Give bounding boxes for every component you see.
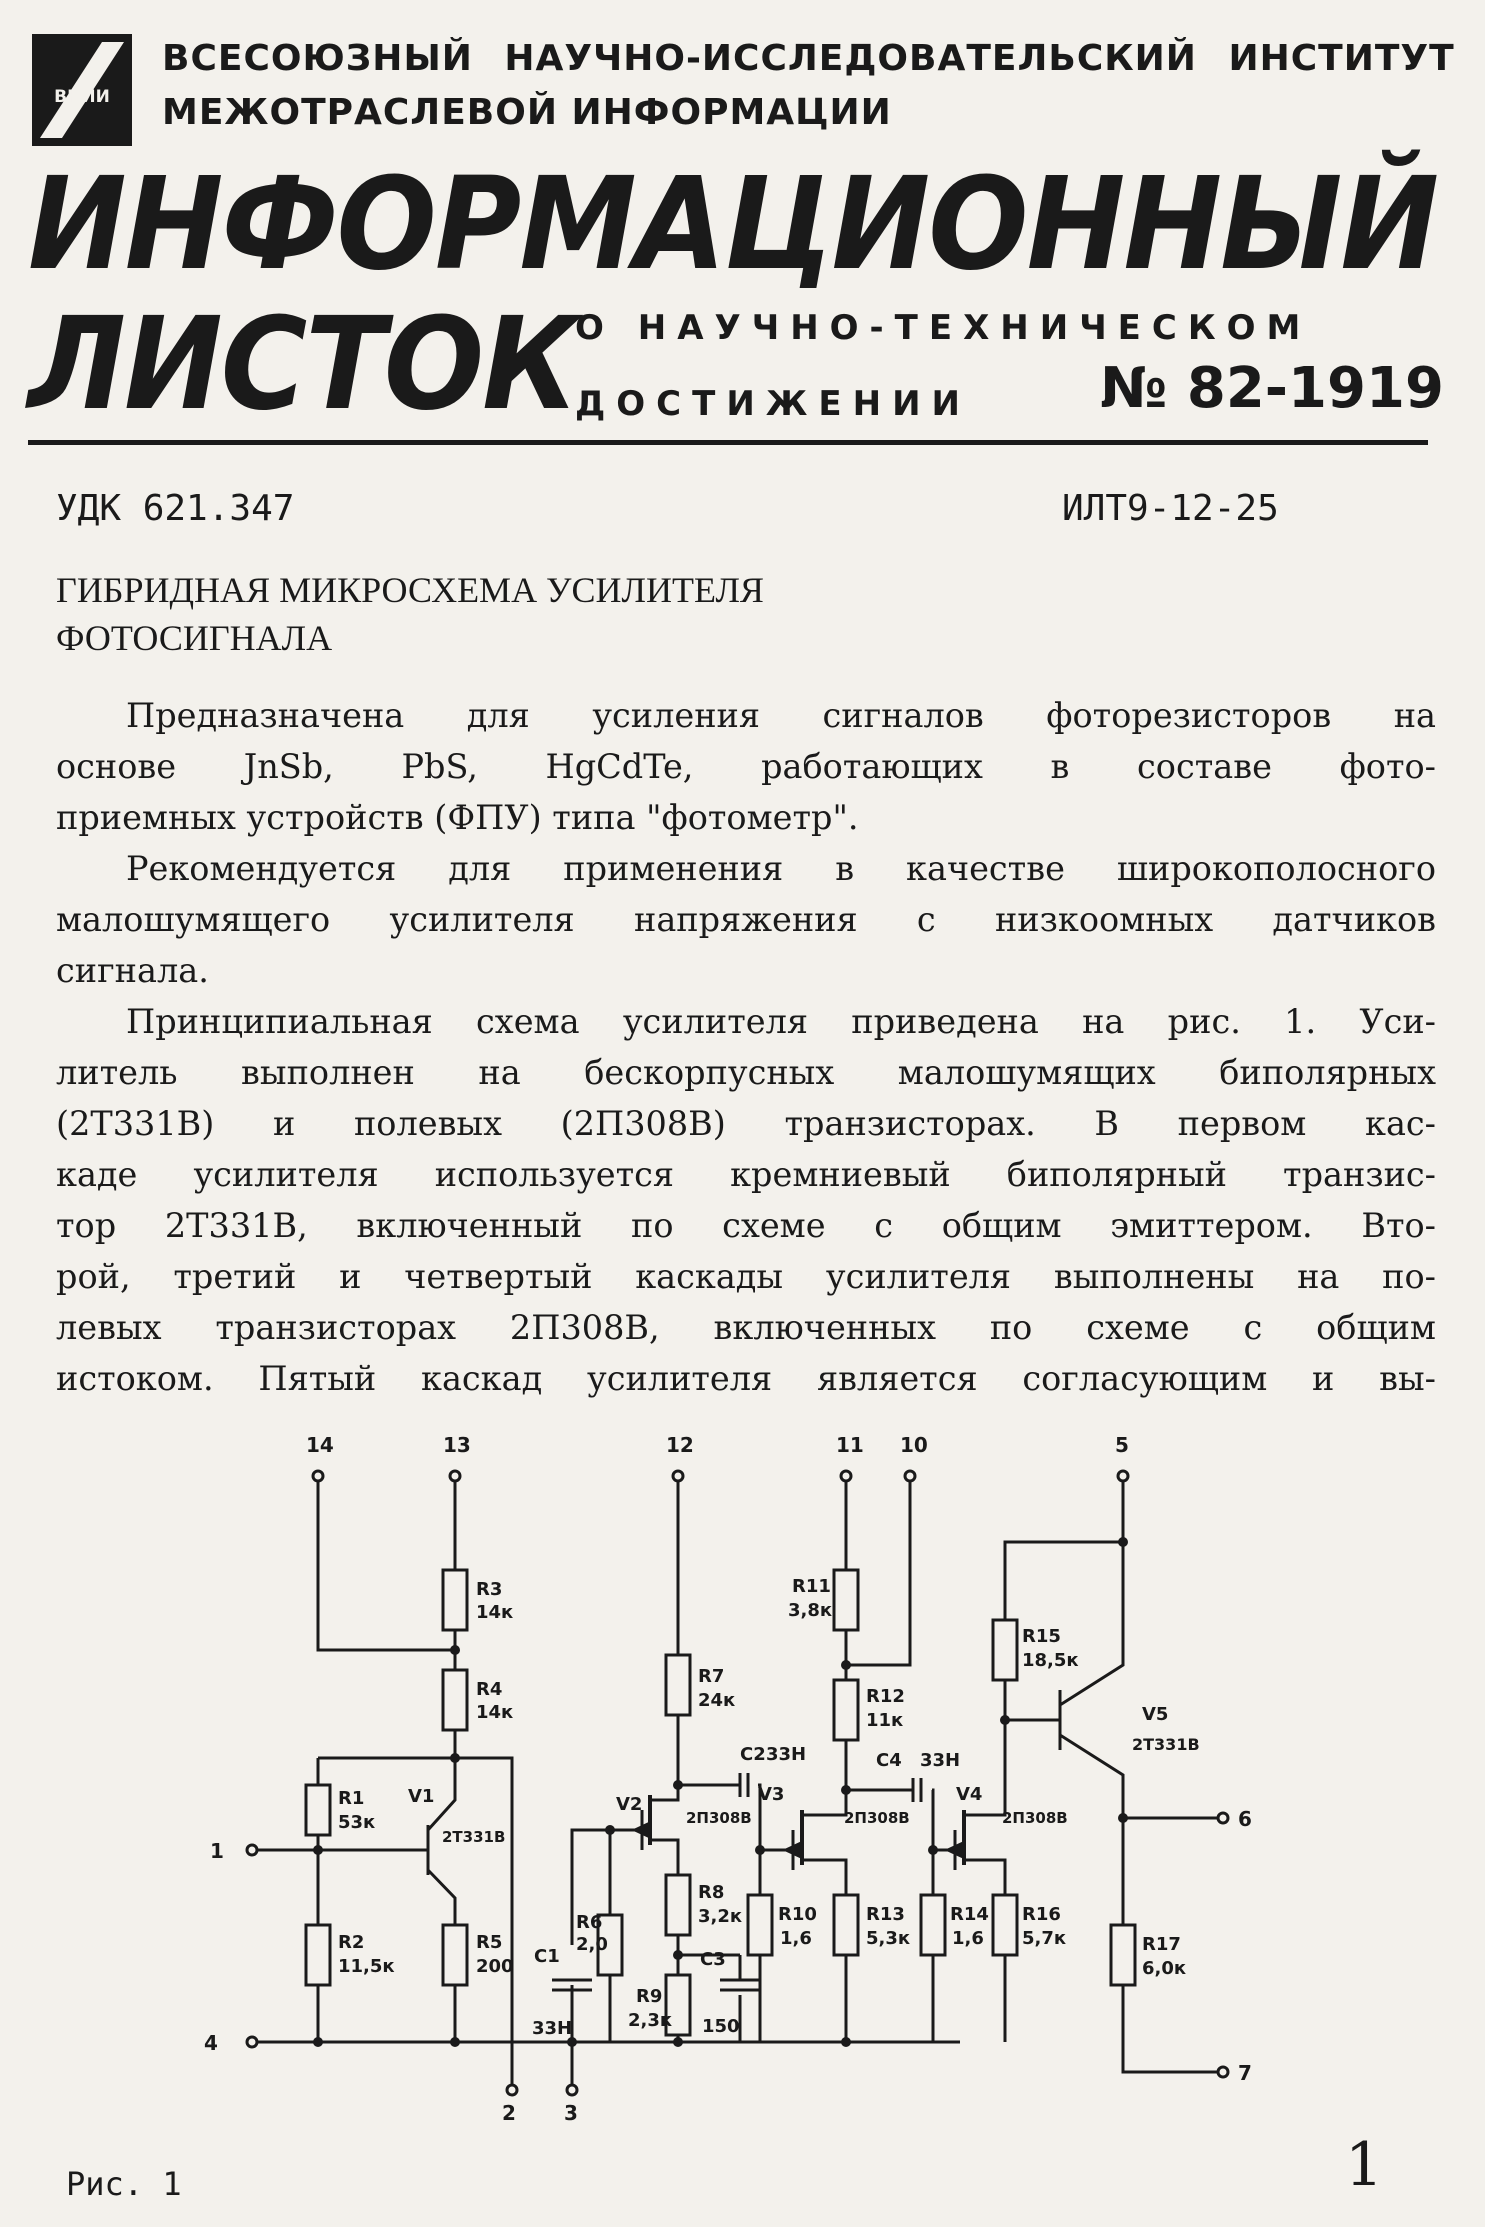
pin-label: 6 bbox=[1238, 1807, 1252, 1831]
paragraph bbox=[56, 843, 1436, 996]
paragraph bbox=[56, 690, 1436, 843]
classification-code: ИЛТ9-12-25 bbox=[1062, 488, 1279, 529]
circuit-schematic bbox=[180, 1420, 1300, 2125]
component-value: 33Н bbox=[766, 1744, 807, 1765]
component-label: V4 bbox=[956, 1784, 983, 1805]
component-value: 150 bbox=[702, 2016, 740, 2037]
component-value: 5,7к bbox=[1022, 1928, 1067, 1949]
pin-label: 10 bbox=[900, 1433, 928, 1457]
paragraph bbox=[56, 996, 1436, 1404]
component-label: R15 bbox=[1022, 1626, 1061, 1647]
page-number: 1 bbox=[1345, 2130, 1384, 2200]
component-value: 2П308В bbox=[844, 1809, 910, 1827]
component-label: R5 bbox=[476, 1932, 503, 1953]
masthead-title-line2: ЛИСТОК bbox=[28, 289, 577, 439]
component-value: 14к bbox=[476, 1702, 514, 1723]
text-line: сигнала. bbox=[56, 951, 209, 990]
component-label: V3 bbox=[758, 1784, 785, 1805]
text-line: рой, третий и четвертый каскады усилителя выполнены на по- bbox=[56, 1257, 1436, 1296]
text-line: Рекомендуется для применения в качестве широкополосного bbox=[126, 849, 1436, 888]
component-label: C3 bbox=[700, 1949, 726, 1970]
text-line: (2Т331В) и полевых (2П308В) транзисторах. В первом кас- bbox=[56, 1104, 1436, 1143]
component-label: R10 bbox=[778, 1904, 817, 1925]
component-label: R12 bbox=[866, 1686, 905, 1707]
article-body bbox=[56, 690, 1436, 1404]
component-value: 18,5к bbox=[1022, 1650, 1079, 1671]
institute-name-line1: ВСЕСОЮЗНЫЙ НАУЧНО-ИССЛЕДОВАТЕЛЬСКИЙ ИНСТИТУТ bbox=[162, 38, 1455, 79]
pin-label: 5 bbox=[1115, 1433, 1129, 1457]
text-line: малошумящего усилителя напряжения с низкоомных датчиков bbox=[56, 900, 1436, 939]
text-line: основе JnSb, PbS, HgCdTe, работающих в составе фото- bbox=[56, 747, 1436, 786]
component-label: R9 bbox=[636, 1986, 663, 2007]
institute-logo bbox=[32, 34, 132, 146]
component-value: 2,3к bbox=[628, 2010, 673, 2031]
component-label: R6 bbox=[576, 1912, 603, 1933]
component-value: 1,6 bbox=[780, 1928, 812, 1949]
text-line: левых транзисторах 2П308В, включенных по схеме с общим bbox=[56, 1308, 1436, 1347]
udk-code: УДК 621.347 bbox=[56, 488, 295, 529]
pin-label: 11 bbox=[836, 1433, 864, 1457]
pin-label: 2 bbox=[502, 2101, 516, 2125]
institute-name-line2: МЕЖОТРАСЛЕВОЙ ИНФОРМАЦИИ bbox=[162, 92, 892, 133]
component-label: V2 bbox=[616, 1794, 643, 1815]
component-value: 2Т331В bbox=[1132, 1735, 1200, 1754]
text-line: истоком. Пятый каскад усилителя является согласующим и вы- bbox=[56, 1359, 1436, 1398]
article-title bbox=[56, 566, 1156, 662]
text-line: приемных устройств (ФПУ) типа "фотометр". bbox=[56, 798, 859, 837]
component-value: 3,2к bbox=[698, 1906, 743, 1927]
text-line: Принципиальная схема усилителя приведена на рис. 1. Уси- bbox=[126, 1002, 1436, 1041]
pin-label: 1 bbox=[210, 1839, 224, 1863]
logo-text: ВНИИ bbox=[54, 87, 110, 107]
component-value: 200 bbox=[476, 1956, 514, 1977]
component-value: 5,3к bbox=[866, 1928, 911, 1949]
article-title-line1: ГИБРИДНАЯ МИКРОСХЕМА УСИЛИТЕЛЯ bbox=[56, 570, 764, 610]
component-label: C1 bbox=[534, 1946, 560, 1967]
component-value: 3,8к bbox=[788, 1600, 833, 1621]
component-value: 33Н bbox=[920, 1750, 961, 1771]
component-value: 33Н bbox=[532, 2018, 573, 2039]
component-value: 24к bbox=[698, 1690, 736, 1711]
component-value: 53к bbox=[338, 1812, 376, 1833]
pin-label: 3 bbox=[564, 2101, 578, 2125]
component-value: 14к bbox=[476, 1602, 514, 1623]
component-label: R3 bbox=[476, 1579, 503, 1600]
issue-number: № 82-1919 bbox=[1100, 356, 1444, 421]
pin-terminals bbox=[247, 1471, 1228, 2095]
component-label: R14 bbox=[950, 1904, 989, 1925]
transistors bbox=[635, 1795, 964, 1865]
text-line: Предназначена для усиления сигналов фоторезисторов на bbox=[126, 696, 1436, 735]
component-label: R1 bbox=[338, 1788, 365, 1809]
pin-label: 13 bbox=[443, 1433, 471, 1457]
component-label: R8 bbox=[698, 1882, 725, 1903]
pin-label: 14 bbox=[306, 1433, 334, 1457]
component-label: R17 bbox=[1142, 1934, 1181, 1955]
component-value: 2,0 bbox=[576, 1934, 608, 1955]
component-label: R4 bbox=[476, 1679, 503, 1700]
component-value: 11,5к bbox=[338, 1956, 395, 1977]
figure-caption: Рис. 1 bbox=[66, 2165, 182, 2203]
component-label: C4 bbox=[876, 1750, 902, 1771]
component-label: R2 bbox=[338, 1932, 365, 1953]
component-label: V5 bbox=[1142, 1704, 1169, 1725]
text-line: литель выполнен на бескорпусных малошумящих биполярных bbox=[56, 1053, 1436, 1092]
masthead-subtitle-line1: О НАУЧНО-ТЕХНИЧЕСКОМ bbox=[575, 308, 1312, 348]
text-line: тор 2Т331В, включенный по схеме с общим эмиттером. Вто- bbox=[56, 1206, 1436, 1245]
pin-label: 7 bbox=[1238, 2061, 1252, 2085]
component-value: 11к bbox=[866, 1710, 904, 1731]
component-label: R7 bbox=[698, 1666, 725, 1687]
pin-label: 4 bbox=[204, 2031, 218, 2055]
component-label: V1 bbox=[408, 1786, 435, 1807]
component-label: R13 bbox=[866, 1904, 905, 1925]
component-value: 2Т331В bbox=[442, 1828, 506, 1846]
component-label: R11 bbox=[792, 1576, 831, 1597]
component-value: 2П308В bbox=[1002, 1809, 1068, 1827]
masthead-title-line1: ИНФОРМАЦИОННЫЙ bbox=[28, 149, 1438, 299]
component-value: 6,0к bbox=[1142, 1958, 1187, 1979]
component-value: 2П308В bbox=[686, 1809, 752, 1827]
masthead-subtitle-line2: ДОСТИЖЕНИИ bbox=[575, 384, 971, 424]
header-rule bbox=[28, 440, 1428, 445]
component-label: C2 bbox=[740, 1744, 766, 1765]
article-title-line2: ФОТОСИГНАЛА bbox=[56, 618, 333, 658]
component-label: R16 bbox=[1022, 1904, 1061, 1925]
text-line: каде усилителя используется кремниевый биполярный транзис- bbox=[56, 1155, 1436, 1194]
component-value: 1,6 bbox=[952, 1928, 984, 1949]
pin-label: 12 bbox=[666, 1433, 694, 1457]
